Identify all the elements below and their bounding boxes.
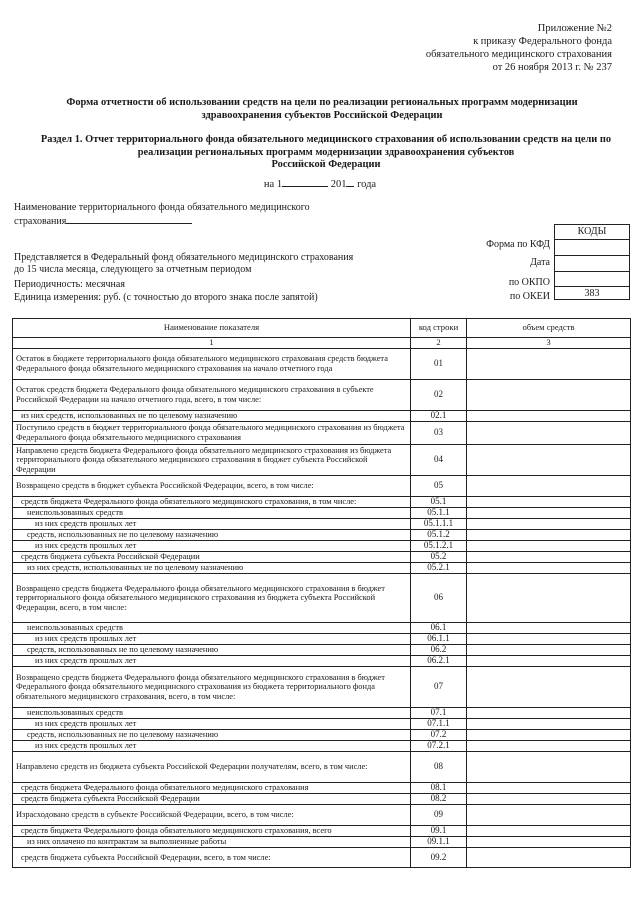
amount-cell <box>467 574 631 623</box>
table-row <box>13 719 631 730</box>
table-row <box>13 794 631 805</box>
table-row <box>13 634 631 645</box>
indicator-name: из них средств прошлых лет <box>13 519 411 530</box>
table-row <box>13 826 631 837</box>
row-code: 08.1 <box>411 783 467 794</box>
row-code: 08 <box>411 752 467 783</box>
amount-cell <box>467 752 631 783</box>
row-code: 05.1.2.1 <box>411 541 467 552</box>
indicator-name: из них средств, использованных не по целевому назначению <box>13 411 411 422</box>
indicator-name: средств бюджета Федерального фонда обязательного медицинского страхования <box>13 783 411 794</box>
amount-cell <box>467 794 631 805</box>
column-number: 2 <box>411 338 467 349</box>
okpo-label: по ОКПО <box>508 277 550 288</box>
appendix-line: Приложение №2 <box>537 23 612 34</box>
table-row <box>13 752 631 783</box>
table-row <box>13 380 631 411</box>
okei-value: 383 <box>584 288 600 299</box>
indicator-name: Израсходовано средств в субъекте Российской Федерации, всего, в том числе: <box>13 805 411 826</box>
indicator-name: из них средств прошлых лет <box>13 719 411 730</box>
form-title-line: здравоохранения субъектов Российской Федерации <box>201 110 443 121</box>
column-number: 1 <box>13 338 411 349</box>
table-row <box>13 563 631 574</box>
section-title <box>26 134 626 172</box>
indicator-name: средств бюджета Федерального фонда обязательного медицинского страхования, всего <box>13 826 411 837</box>
table-row <box>13 656 631 667</box>
indicator-name: средств, использованных не по целевому назначению <box>13 645 411 656</box>
amount-cell <box>467 667 631 708</box>
table-row <box>13 530 631 541</box>
amount-cell <box>467 623 631 634</box>
row-code: 01 <box>411 349 467 380</box>
table-row <box>13 837 631 848</box>
table-row <box>13 349 631 380</box>
indicator-name: Возвращено средств в бюджет субъекта Российской Федерации, всего, в том числе: <box>13 476 411 497</box>
indicator-name: средств бюджета Федерального фонда обязательного медицинского страхования, в том числе: <box>13 497 411 508</box>
amount-cell <box>467 634 631 645</box>
row-code: 09.2 <box>411 848 467 868</box>
indicator-name: неиспользованных средств <box>13 508 411 519</box>
table-row <box>13 783 631 794</box>
amount-cell <box>467 719 631 730</box>
indicator-name: неиспользованных средств <box>13 708 411 719</box>
indicator-name: средств бюджета субъекта Российской Федерации <box>13 552 411 563</box>
table-row <box>13 476 631 497</box>
submission-deadline: до 15 числа месяца, следующего за отчетным периодом <box>14 264 252 275</box>
amount-cell <box>467 656 631 667</box>
report-date-line <box>230 177 410 190</box>
appendix-line: обязательного медицинского страхования <box>425 49 612 60</box>
column-number-row <box>13 338 631 349</box>
indicator-name: Возвращено средств бюджета Федерального фонда обязательного медицинского страхования в бюджет территориального фонда обязательного медицинского страхования из бюджета субъекта Российской Федерации, всего, в том числе: <box>13 574 411 623</box>
indicator-name: средств бюджета субъекта Российской Федерации, всего, в том числе: <box>13 848 411 868</box>
amount-cell <box>467 508 631 519</box>
indicator-name: Поступило средств в бюджет территориального фонда обязательного медицинского страхования из бюджета Федерального фонда обязательного медицинского страхования <box>13 422 411 445</box>
row-code: 05.2 <box>411 552 467 563</box>
row-code: 07 <box>411 667 467 708</box>
row-code: 07.1.1 <box>411 719 467 730</box>
amount-cell <box>467 530 631 541</box>
table-row <box>13 805 631 826</box>
row-code: 06.2 <box>411 645 467 656</box>
section-title-line: реализации региональных программ модернизации здравоохранения субъектов <box>137 146 515 158</box>
indicators-table <box>12 318 631 868</box>
indicator-name: из них средств, использованных не по целевому назначению <box>13 563 411 574</box>
amount-cell <box>467 445 631 476</box>
indicator-name: неиспользованных средств <box>13 623 411 634</box>
indicator-name: из них средств прошлых лет <box>13 634 411 645</box>
row-code: 07.1 <box>411 708 467 719</box>
fund-name-label-2: страхования <box>14 216 67 227</box>
table-row <box>13 519 631 530</box>
okei-label: по ОКЕИ <box>509 291 550 302</box>
fund-name-blank <box>66 214 192 224</box>
form-kfd-label: Форма по КФД <box>486 239 550 250</box>
row-code: 05.1.2 <box>411 530 467 541</box>
submitted-to: Представляется в Федеральный фонд обязательного медицинского страхования <box>14 252 354 263</box>
indicator-name: Возвращено средств бюджета Федерального фонда обязательного медицинского страхования в бюджет Федерального фонда обязательного медицинского страхования из бюджета территориального фонда обязательного медицинского страхования, всего, в том числе: <box>13 667 411 708</box>
date-value <box>555 256 629 272</box>
codes-box <box>554 224 630 300</box>
amount-cell <box>467 349 631 380</box>
row-code: 05.1.1 <box>411 508 467 519</box>
row-code: 06.2.1 <box>411 656 467 667</box>
amount-cell <box>467 380 631 411</box>
table-row <box>13 552 631 563</box>
row-code: 09 <box>411 805 467 826</box>
amount-cell <box>467 422 631 445</box>
table-row <box>13 574 631 623</box>
indicator-name: Остаток в бюджете территориального фонда обязательного медицинского страхования средств бюджета Федерального фонда обязательного медицинского страхования на начало отчетного года <box>13 349 411 380</box>
indicator-name: из них средств прошлых лет <box>13 541 411 552</box>
row-code: 03 <box>411 422 467 445</box>
section-title-line: Российской Федерации <box>271 159 381 170</box>
table-row <box>13 730 631 741</box>
row-code: 05.2.1 <box>411 563 467 574</box>
row-code: 07.2.1 <box>411 741 467 752</box>
table-row <box>13 667 631 708</box>
form-kfd-value <box>555 240 629 256</box>
okpo-value <box>555 272 629 287</box>
table-row <box>13 445 631 476</box>
table-row <box>13 645 631 656</box>
row-code: 06 <box>411 574 467 623</box>
form-title <box>30 96 614 122</box>
amount-cell <box>467 783 631 794</box>
table-row <box>13 741 631 752</box>
row-code: 05 <box>411 476 467 497</box>
row-code: 05.1.1.1 <box>411 519 467 530</box>
amount-cell <box>467 411 631 422</box>
amount-cell <box>467 519 631 530</box>
amount-cell <box>467 708 631 719</box>
row-code: 02.1 <box>411 411 467 422</box>
date-label: Дата <box>530 257 550 268</box>
date-year-prefix: 201 <box>330 179 347 190</box>
table-row <box>13 708 631 719</box>
amount-cell <box>467 476 631 497</box>
table-header-row <box>13 319 631 338</box>
row-code: 04 <box>411 445 467 476</box>
amount-cell <box>467 848 631 868</box>
table-row <box>13 422 631 445</box>
indicator-name: из них оплачено по контрактам за выполненные работы <box>13 837 411 848</box>
table-row <box>13 848 631 868</box>
amount-cell <box>467 805 631 826</box>
column-number: 3 <box>467 338 631 349</box>
year-blank <box>346 177 354 187</box>
indicator-name: средств бюджета субъекта Российской Федерации <box>13 794 411 805</box>
amount-cell <box>467 837 631 848</box>
row-code: 06.1.1 <box>411 634 467 645</box>
row-code: 08.2 <box>411 794 467 805</box>
periodicity: Периодичность: месячная <box>14 279 125 290</box>
date-blank <box>282 177 328 187</box>
amount-cell <box>467 730 631 741</box>
unit-of-measure: Единица измерения: руб. (с точностью до второго знака после запятой) <box>14 292 318 303</box>
indicator-name: средств, использованных не по целевому назначению <box>13 730 411 741</box>
amount-cell <box>467 497 631 508</box>
header-row-code: код строки <box>411 319 467 338</box>
table-row <box>13 508 631 519</box>
row-code: 09.1.1 <box>411 837 467 848</box>
amount-cell <box>467 741 631 752</box>
table-row <box>13 497 631 508</box>
table-row <box>13 623 631 634</box>
header-indicator-name: Наименование показателя <box>13 319 411 338</box>
table-row <box>13 411 631 422</box>
appendix-line: к приказу Федерального фонда <box>473 36 612 47</box>
indicator-name: из них средств прошлых лет <box>13 656 411 667</box>
amount-cell <box>467 541 631 552</box>
table-row <box>13 541 631 552</box>
row-code: 06.1 <box>411 623 467 634</box>
codes-header: КОДЫ <box>555 225 629 240</box>
amount-cell <box>467 645 631 656</box>
amount-cell <box>467 826 631 837</box>
indicator-name: средств, использованных не по целевому назначению <box>13 530 411 541</box>
form-title-line: Форма отчетности об использовании средств на цели по реализации региональных программ модернизации <box>66 97 578 108</box>
fund-name-field <box>14 202 344 228</box>
row-code: 02 <box>411 380 467 411</box>
indicator-name: Остаток средств бюджета Федерального фонда обязательного медицинского страхования в субъекте Российской Федерации на начало отчетного года, всего, в том числе: <box>13 380 411 411</box>
indicator-name: Направлено средств бюджета Федерального фонда обязательного медицинского страхования из бюджета территориального фонда обязательного медицинского страхования в бюджет субъекта Российской Федерации <box>13 445 411 476</box>
indicator-name: из них средств прошлых лет <box>13 741 411 752</box>
amount-cell <box>467 552 631 563</box>
section-title-line: Раздел 1. Отчет территориального фонда обязательного медицинского страхования об использовании средств на цели по <box>40 134 612 145</box>
appendix-block <box>380 22 612 74</box>
row-code: 09.1 <box>411 826 467 837</box>
date-prefix: на 1 <box>263 179 283 190</box>
date-suffix: года <box>357 179 377 190</box>
header-amount: объем средств <box>467 319 631 338</box>
row-code: 07.2 <box>411 730 467 741</box>
fund-name-label: Наименование территориального фонда обязательного медицинского <box>14 202 310 213</box>
appendix-line: от 26 ноября 2013 г. № 237 <box>492 62 612 73</box>
indicator-name: Направлено средств из бюджета субъекта Российской Федерации получателям, всего, в том числе: <box>13 752 411 783</box>
amount-cell <box>467 563 631 574</box>
row-code: 05.1 <box>411 497 467 508</box>
